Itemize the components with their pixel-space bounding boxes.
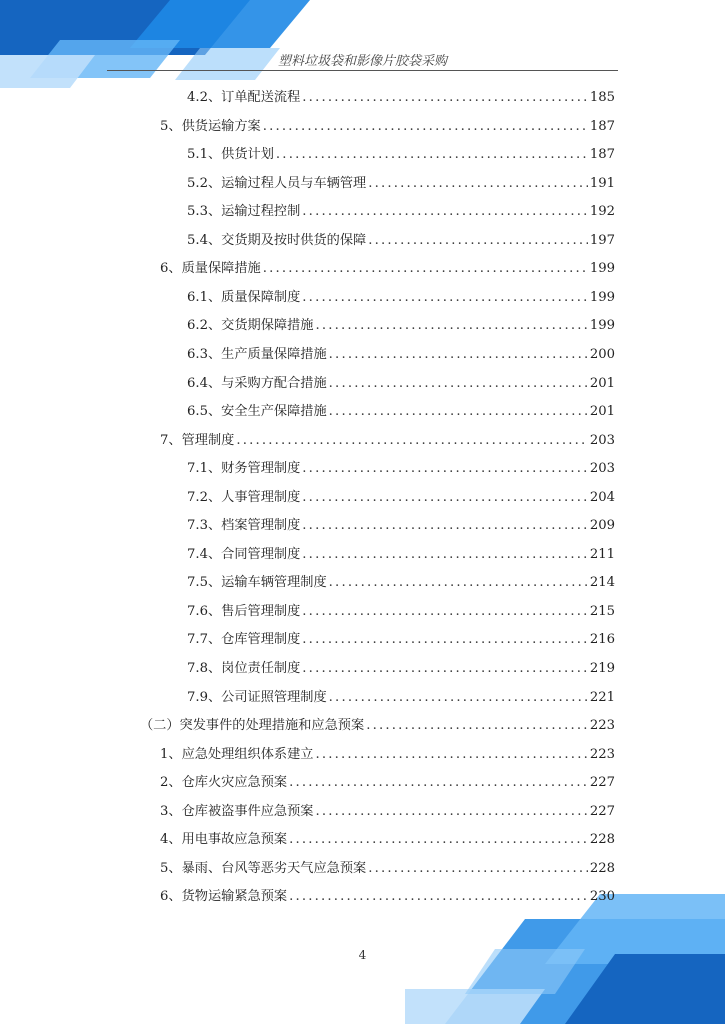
toc-leader-dots xyxy=(302,488,588,508)
toc-entry-label: 5.3、运输过程控制 xyxy=(187,204,301,220)
toc-leader-dots xyxy=(329,345,588,365)
toc-entry[interactable] xyxy=(160,431,615,451)
toc-leader-dots xyxy=(302,88,588,108)
toc-entry-label: 7.2、人事管理制度 xyxy=(187,489,301,505)
toc-entry-page: 223 xyxy=(589,718,615,734)
toc-leader-dots xyxy=(302,288,588,308)
toc-entry-page: 201 xyxy=(589,404,615,420)
toc-entry-label: 6.5、安全生产保障措施 xyxy=(187,404,327,420)
toc-entry[interactable] xyxy=(160,259,615,279)
toc-leader-dots xyxy=(329,374,588,394)
toc-leader-dots xyxy=(263,259,588,279)
header-divider xyxy=(107,70,618,71)
toc-entry[interactable] xyxy=(187,174,615,194)
toc-entry-page: 221 xyxy=(589,689,615,705)
toc-entry-label: 4.2、订单配送流程 xyxy=(187,90,301,105)
toc-entry-label: 4、用电事故应急预案 xyxy=(160,832,288,848)
toc-entry-page: 197 xyxy=(589,232,615,248)
toc-entry-page: 199 xyxy=(589,289,615,305)
toc-entry[interactable] xyxy=(187,630,615,650)
toc-leader-dots xyxy=(289,887,588,907)
toc-entry[interactable] xyxy=(187,573,615,593)
toc-entry-label: 6.3、生产质量保障措施 xyxy=(187,346,327,362)
toc-entry-page: 216 xyxy=(589,632,615,648)
toc-entry-label: 5.1、供货计划 xyxy=(187,147,274,163)
toc-entry-page: 185 xyxy=(589,90,615,105)
toc-entry[interactable] xyxy=(187,231,615,251)
toc-entry-label: 2、仓库火灾应急预案 xyxy=(160,775,288,791)
toc-entry[interactable] xyxy=(187,688,615,708)
toc-entry-page: 200 xyxy=(589,346,615,362)
toc-entry[interactable] xyxy=(160,887,615,907)
toc-entry-page: 227 xyxy=(589,803,615,819)
toc-entry[interactable] xyxy=(187,288,615,308)
toc-entry[interactable] xyxy=(160,859,615,879)
toc-entry-label: 1、应急处理组织体系建立 xyxy=(160,746,314,762)
toc-entry-page: 214 xyxy=(589,575,615,591)
toc-entry-label: 7.9、公司证照管理制度 xyxy=(187,689,327,705)
toc-leader-dots xyxy=(276,145,588,165)
toc-entry-label: 6、货物运输紧急预案 xyxy=(160,889,288,905)
toc-entry-page: 192 xyxy=(589,204,615,220)
toc-leader-dots xyxy=(329,573,588,593)
toc-leader-dots xyxy=(368,174,588,194)
toc-entry[interactable] xyxy=(187,316,615,336)
toc-entry-label: 7.7、仓库管理制度 xyxy=(187,632,301,648)
toc-leader-dots xyxy=(302,516,588,536)
toc-leader-dots xyxy=(302,545,588,565)
toc-entry-page: 203 xyxy=(589,461,615,477)
toc-entry[interactable] xyxy=(160,830,615,850)
toc-leader-dots xyxy=(329,688,588,708)
toc-entry-page: 187 xyxy=(589,118,615,134)
toc-entry[interactable] xyxy=(160,773,615,793)
toc-entry-page: 219 xyxy=(589,661,615,676)
toc-entry[interactable] xyxy=(187,602,615,622)
toc-leader-dots xyxy=(289,773,588,793)
toc-entry-label: 7.4、合同管理制度 xyxy=(187,546,301,562)
toc-entry[interactable] xyxy=(187,202,615,222)
toc-entry[interactable] xyxy=(140,716,615,736)
toc-entry-page: 201 xyxy=(589,375,615,391)
top-left-decoration xyxy=(0,0,320,90)
toc-entry-page: 215 xyxy=(589,603,615,619)
toc-entry-label: （二）突发事件的处理措施和应急预案 xyxy=(140,718,365,734)
toc-leader-dots xyxy=(366,716,588,736)
toc-entry-page: 211 xyxy=(589,546,615,562)
toc-entry-page: 204 xyxy=(589,489,615,505)
toc-leader-dots xyxy=(368,859,588,879)
toc-entry[interactable] xyxy=(160,802,615,822)
toc-entry-page: 228 xyxy=(589,832,615,848)
toc-entry-page: 187 xyxy=(589,147,615,163)
toc-entry[interactable] xyxy=(160,745,615,765)
toc-entry-label: 7.3、档案管理制度 xyxy=(187,518,301,534)
toc-entry-label: 7.5、运输车辆管理制度 xyxy=(187,575,327,591)
toc-entry-label: 7.1、财务管理制度 xyxy=(187,461,301,477)
toc-entry[interactable] xyxy=(187,659,615,679)
toc-entry-label: 7.8、岗位责任制度 xyxy=(187,661,301,676)
toc-entry-label: 7、管理制度 xyxy=(160,432,235,448)
toc-entry-page: 223 xyxy=(589,746,615,762)
toc-entry-label: 7.6、售后管理制度 xyxy=(187,603,301,619)
toc-leader-dots xyxy=(236,431,588,451)
toc-entry[interactable] xyxy=(187,88,615,108)
toc-entry-page: 191 xyxy=(589,175,615,191)
toc-leader-dots xyxy=(302,202,588,222)
toc-entry-label: 6、质量保障措施 xyxy=(160,261,261,277)
toc-entry-page: 199 xyxy=(589,261,615,277)
toc-entry[interactable] xyxy=(187,145,615,165)
toc-entry-label: 3、仓库被盗事件应急预案 xyxy=(160,803,314,819)
toc-entry-page: 228 xyxy=(589,860,615,876)
document-header-title: 塑料垃圾袋和影像片胶袋采购 xyxy=(277,54,447,69)
toc-entry-label: 6.1、质量保障制度 xyxy=(187,289,301,305)
toc-entry-page: 209 xyxy=(589,518,615,534)
toc-entry[interactable] xyxy=(187,374,615,394)
toc-entry[interactable] xyxy=(187,459,615,479)
toc-leader-dots xyxy=(329,402,588,422)
toc-leader-dots xyxy=(302,630,588,650)
toc-entry-label: 5、供货运输方案 xyxy=(160,118,261,134)
toc-entry-page: 230 xyxy=(589,889,615,905)
toc-leader-dots xyxy=(302,459,588,479)
toc-entry-label: 5.2、运输过程人员与车辆管理 xyxy=(187,175,367,191)
toc-entry-label: 6.2、交货期保障措施 xyxy=(187,318,314,334)
toc-leader-dots xyxy=(315,802,587,822)
toc-leader-dots xyxy=(315,316,587,336)
toc-entry-label: 5.4、交货期及按时供货的保障 xyxy=(187,232,367,248)
toc-entry-page: 199 xyxy=(589,318,615,334)
toc-entry-page: 227 xyxy=(589,775,615,791)
toc-entry[interactable] xyxy=(187,345,615,365)
toc-entry[interactable] xyxy=(187,516,615,536)
toc-leader-dots xyxy=(368,231,588,251)
toc-entry[interactable] xyxy=(160,117,615,137)
toc-entry-label: 5、暴雨、台风等恶劣天气应急预案 xyxy=(160,860,367,876)
toc-entry[interactable] xyxy=(187,545,615,565)
toc-entry[interactable] xyxy=(187,488,615,508)
toc-leader-dots xyxy=(302,602,588,622)
toc-leader-dots xyxy=(263,117,588,137)
toc-leader-dots xyxy=(302,659,588,679)
toc-entry-page: 203 xyxy=(589,432,615,448)
toc-leader-dots xyxy=(315,745,587,765)
toc-entry[interactable] xyxy=(187,402,615,422)
toc-entry-label: 6.4、与采购方配合措施 xyxy=(187,375,327,391)
page-number: 4 xyxy=(358,948,367,962)
toc-leader-dots xyxy=(289,830,588,850)
